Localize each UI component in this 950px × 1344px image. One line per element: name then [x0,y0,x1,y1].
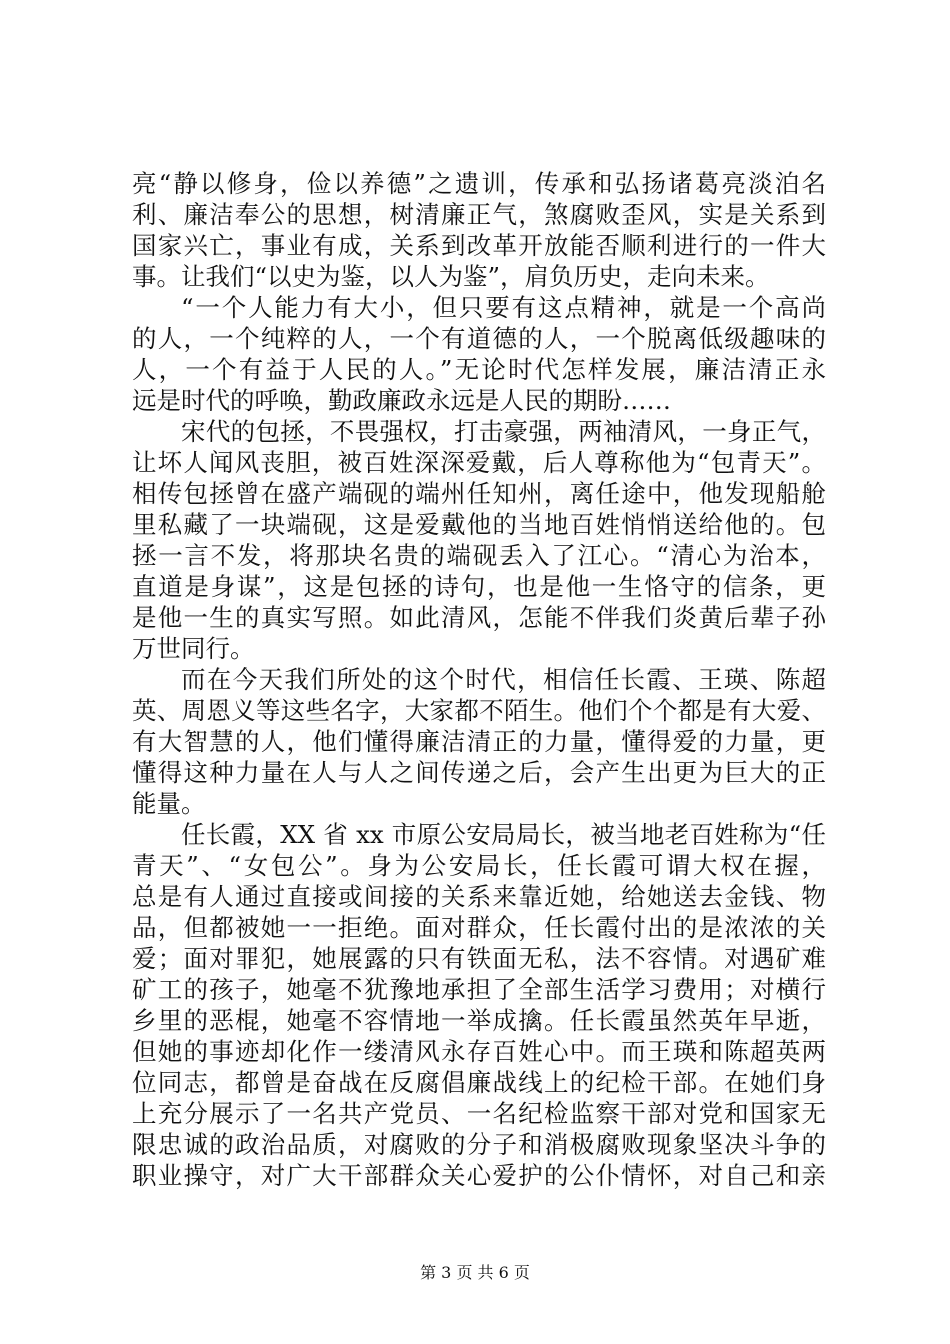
text-line: 人，一个有益于人民的人。”无论时代怎样发展，廉洁清正永 [132,355,826,384]
text-line: 职业操守，对广大干部群众关心爱护的公仆情怀，对自己和亲 [132,1161,826,1190]
text-line: 利、廉洁奉公的思想，树清廉正气，煞腐败歪风，实是关系到 [132,200,826,229]
text-line: 英、周恩义等这些名字，大家都不陌生。他们个个都是有大爱、 [132,696,826,725]
text-line: 的人，一个纯粹的人，一个有道德的人，一个脱离低级趣味的 [132,324,826,353]
text-line: 上充分展示了一名共产党员、一名纪检监察干部对党和国家无 [132,1099,826,1128]
text-line: 让坏人闻风丧胆，被百姓深深爱戴，后人尊称他为“包青天”。 [132,448,826,477]
page-footer: 第 3 页 共 6 页 [420,1263,530,1282]
text-line: 限忠诚的政治品质，对腐败的分子和消极腐败现象坚决斗争的 [132,1130,826,1159]
text-line: 拯一言不发，将那块名贵的端砚丢入了江心。“清心为治本， [132,541,826,570]
text-line: 里私藏了一块端砚，这是爱戴他的当地百姓悄悄送给他的。包 [132,510,826,539]
text-line: 而在今天我们所处的这个时代，相信任长霞、王瑛、陈超 [181,665,826,694]
text-line: 但她的事迹却化作一缕清风永存百姓心中。而王瑛和陈超英两 [132,1037,826,1066]
text-line: 有大智慧的人，他们懂得廉洁清正的力量，懂得爱的力量，更 [132,727,826,756]
text-line: 任长霞，XX 省 xx 市原公安局局长，被当地老百姓称为“任 [181,820,826,849]
paragraph [132,168,826,292]
text-line: 爱；面对罪犯，她展露的只有铁面无私，法不容情。对遇矿难 [132,944,826,973]
text-line: 青天”、“女包公”。身为公安局长，任长霞可谓大权在握， [132,851,826,880]
text-line: 事。让我们“以史为鉴，以人为鉴”，肩负历史，走向未来。 [132,262,770,291]
paragraph [132,416,826,664]
text-line: 能量。 [132,789,206,818]
paragraph [132,819,826,1191]
text-line: 矿工的孩子，她毫不犹豫地承担了全部生活学习费用；对横行 [132,975,826,1004]
text-line: 万世同行。 [132,634,255,663]
text-line: 直道是身谋”，这是包拯的诗句，也是他一生恪守的信条，更 [132,572,826,601]
text-line: 宋代的包拯，不畏强权，打击豪强，两袖清风，一身正气， [181,417,826,446]
text-line: 亮“静以修身，俭以养德”之遗训，传承和弘扬诸葛亮淡泊名 [132,169,826,198]
text-line: 总是有人通过直接或间接的关系来靠近她，给她送去金钱、物 [132,882,826,911]
text-line: 国家兴亡，事业有成，关系到改革开放能否顺利进行的一件大 [132,231,826,260]
text-line: 远是时代的呼唤，勤政廉政永远是人民的期盼…… [132,386,671,415]
text-line: 乡里的恶棍，她毫不容情地一举成擒。任长霞虽然英年早逝， [132,1006,826,1035]
text-line: 相传包拯曾在盛产端砚的端州任知州，离任途中，他发现船舱 [132,479,826,508]
text-line: 品，但都被她一一拒绝。面对群众，任长霞付出的是浓浓的关 [132,913,826,942]
text-line: 位同志，都曾是奋战在反腐倡廉战线上的纪检干部。在她们身 [132,1068,826,1097]
text-line: 懂得这种力量在人与人之间传递之后，会产生出更为巨大的正 [132,758,826,787]
paragraph [132,292,826,416]
document-body [132,168,826,1191]
text-line: 是他一生的真实写照。如此清风，怎能不伴我们炎黄后辈子孙 [132,603,826,632]
text-line: “一个人能力有大小，但只要有这点精神，就是一个高尚 [181,293,826,322]
paragraph [132,664,826,819]
